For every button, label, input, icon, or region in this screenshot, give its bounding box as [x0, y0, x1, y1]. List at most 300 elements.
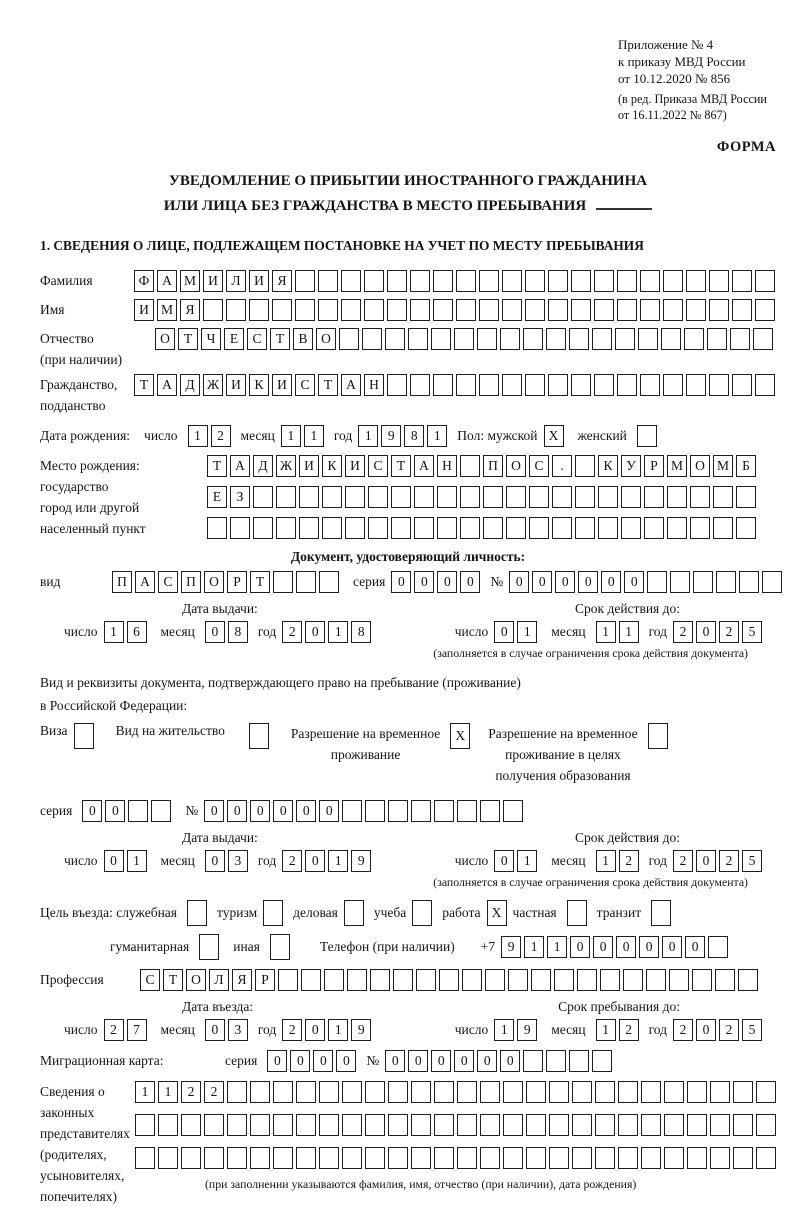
form-cell[interactable]: С [158, 571, 178, 593]
checkbox-cell[interactable] [270, 934, 290, 960]
form-cell[interactable] [296, 1147, 316, 1169]
purpose-tourism-checkbox[interactable] [263, 900, 283, 926]
id-series-cells[interactable] [391, 571, 480, 593]
form-cell[interactable] [249, 299, 269, 321]
form-cell[interactable]: Б [736, 455, 756, 477]
form-cell[interactable] [572, 1147, 592, 1169]
form-cell[interactable] [500, 328, 520, 350]
birth-month-cells[interactable] [281, 425, 324, 447]
form-cell[interactable] [387, 299, 407, 321]
form-cell[interactable] [594, 374, 614, 396]
form-cell[interactable] [732, 299, 752, 321]
visa-checkbox[interactable] [74, 723, 94, 749]
form-cell[interactable]: 0 [555, 571, 575, 593]
form-cell[interactable] [253, 517, 273, 539]
form-cell[interactable] [479, 374, 499, 396]
form-cell[interactable] [318, 270, 338, 292]
form-cell[interactable]: 0 [639, 936, 659, 958]
form-cell[interactable] [663, 374, 683, 396]
form-cell[interactable]: С [295, 374, 315, 396]
form-cell[interactable] [158, 1147, 178, 1169]
form-cell[interactable]: 0 [685, 936, 705, 958]
form-cell[interactable] [411, 800, 431, 822]
form-cell[interactable]: 1 [517, 621, 537, 643]
form-cell[interactable] [385, 328, 405, 350]
form-cell[interactable] [664, 1147, 684, 1169]
form-cell[interactable] [342, 1147, 362, 1169]
form-cell[interactable]: Л [226, 270, 246, 292]
form-cell[interactable] [411, 1081, 431, 1103]
id-issue-year-cells[interactable] [282, 621, 371, 643]
form-cell[interactable] [181, 1114, 201, 1136]
form-cell[interactable]: 1 [135, 1081, 155, 1103]
purpose-official-checkbox[interactable] [187, 900, 207, 926]
form-cell[interactable] [575, 517, 595, 539]
surname-cells[interactable] [134, 270, 775, 292]
form-cell[interactable] [529, 486, 549, 508]
form-cell[interactable] [686, 299, 706, 321]
form-cell[interactable] [638, 328, 658, 350]
form-cell[interactable] [715, 969, 735, 991]
form-cell[interactable] [756, 1147, 776, 1169]
form-cell[interactable] [640, 270, 660, 292]
form-cell[interactable] [546, 328, 566, 350]
form-cell[interactable] [502, 270, 522, 292]
form-cell[interactable] [414, 517, 434, 539]
form-cell[interactable] [618, 1114, 638, 1136]
form-cell[interactable]: 0 [336, 1050, 356, 1072]
form-cell[interactable]: 2 [181, 1081, 201, 1103]
form-cell[interactable]: О [155, 328, 175, 350]
form-cell[interactable] [663, 270, 683, 292]
birth-year-cells[interactable] [358, 425, 447, 447]
checkbox-cell[interactable] [199, 934, 219, 960]
form-cell[interactable] [736, 517, 756, 539]
form-cell[interactable]: 1 [517, 850, 537, 872]
form-cell[interactable]: 2 [719, 621, 739, 643]
form-cell[interactable] [434, 1114, 454, 1136]
id-valid-day-cells[interactable] [494, 621, 537, 643]
form-cell[interactable]: Д [253, 455, 273, 477]
form-cell[interactable] [617, 299, 637, 321]
form-cell[interactable] [414, 486, 434, 508]
form-cell[interactable]: 1 [619, 621, 639, 643]
form-cell[interactable]: 2 [204, 1081, 224, 1103]
form-cell[interactable]: Т [178, 328, 198, 350]
form-cell[interactable] [454, 328, 474, 350]
form-cell[interactable]: 1 [158, 1081, 178, 1103]
form-cell[interactable]: 1 [328, 850, 348, 872]
form-cell[interactable] [339, 328, 359, 350]
form-cell[interactable] [617, 374, 637, 396]
form-cell[interactable]: И [226, 374, 246, 396]
form-cell[interactable]: 0 [205, 850, 225, 872]
temp-residence-edu-checkbox[interactable] [648, 723, 668, 749]
form-cell[interactable]: 0 [593, 936, 613, 958]
form-cell[interactable] [661, 328, 681, 350]
form-cell[interactable] [552, 517, 572, 539]
form-cell[interactable] [480, 1147, 500, 1169]
form-cell[interactable]: 2 [282, 621, 302, 643]
form-cell[interactable] [641, 1114, 661, 1136]
form-cell[interactable]: Д [180, 374, 200, 396]
form-cell[interactable] [713, 486, 733, 508]
form-cell[interactable]: Р [255, 969, 275, 991]
form-cell[interactable]: 0 [319, 800, 339, 822]
form-cell[interactable]: 9 [517, 1019, 537, 1041]
form-cell[interactable] [276, 486, 296, 508]
id-issue-day-cells[interactable] [104, 621, 147, 643]
form-cell[interactable] [368, 486, 388, 508]
form-cell[interactable]: П [112, 571, 132, 593]
form-cell[interactable]: 9 [351, 850, 371, 872]
form-cell[interactable] [595, 1081, 615, 1103]
form-cell[interactable] [456, 299, 476, 321]
form-cell[interactable]: 3 [228, 1019, 248, 1041]
form-cell[interactable] [641, 1147, 661, 1169]
form-cell[interactable] [664, 1081, 684, 1103]
form-cell[interactable] [391, 517, 411, 539]
form-cell[interactable]: 0 [696, 1019, 716, 1041]
form-cell[interactable] [410, 270, 430, 292]
form-cell[interactable]: С [247, 328, 267, 350]
form-cell[interactable]: Л [209, 969, 229, 991]
form-cell[interactable] [755, 374, 775, 396]
form-cell[interactable] [572, 1081, 592, 1103]
form-cell[interactable]: С [140, 969, 160, 991]
form-cell[interactable] [365, 1081, 385, 1103]
form-cell[interactable]: 8 [404, 425, 424, 447]
form-cell[interactable]: 0 [414, 571, 434, 593]
form-cell[interactable]: К [598, 455, 618, 477]
form-cell[interactable] [370, 969, 390, 991]
sex-female-checkbox[interactable] [637, 425, 657, 447]
form-cell[interactable]: М [180, 270, 200, 292]
form-cell[interactable] [393, 969, 413, 991]
entry-day-cells[interactable] [104, 1019, 147, 1041]
form-cell[interactable]: 1 [596, 1019, 616, 1041]
form-cell[interactable]: 8 [228, 621, 248, 643]
form-cell[interactable] [615, 328, 635, 350]
form-cell[interactable]: А [157, 270, 177, 292]
form-cell[interactable] [755, 299, 775, 321]
form-cell[interactable] [753, 328, 773, 350]
form-cell[interactable]: 0 [494, 621, 514, 643]
form-cell[interactable] [716, 571, 736, 593]
form-cell[interactable] [592, 328, 612, 350]
form-cell[interactable] [710, 1147, 730, 1169]
form-cell[interactable]: 1 [547, 936, 567, 958]
checkbox-cell[interactable]: X [450, 723, 470, 749]
checkbox-cell[interactable] [344, 900, 364, 926]
form-cell[interactable]: 0 [296, 800, 316, 822]
form-cell[interactable]: 0 [696, 850, 716, 872]
right-issue-year-cells[interactable] [282, 850, 371, 872]
form-cell[interactable] [623, 969, 643, 991]
checkbox-cell[interactable] [637, 425, 657, 447]
id-number-cells[interactable] [509, 571, 782, 593]
form-cell[interactable] [549, 1147, 569, 1169]
checkbox-cell[interactable] [263, 900, 283, 926]
form-cell[interactable]: 2 [104, 1019, 124, 1041]
form-cell[interactable] [457, 800, 477, 822]
form-cell[interactable] [135, 1114, 155, 1136]
form-cell[interactable] [347, 969, 367, 991]
form-cell[interactable] [477, 328, 497, 350]
form-cell[interactable]: 2 [673, 1019, 693, 1041]
form-cell[interactable]: 0 [82, 800, 102, 822]
form-cell[interactable] [324, 969, 344, 991]
form-cell[interactable]: П [483, 455, 503, 477]
id-valid-month-cells[interactable] [596, 621, 639, 643]
form-cell[interactable]: 0 [509, 571, 529, 593]
form-cell[interactable]: 0 [385, 1050, 405, 1072]
form-cell[interactable]: О [506, 455, 526, 477]
form-cell[interactable] [480, 1114, 500, 1136]
form-cell[interactable]: 1 [596, 850, 616, 872]
form-cell[interactable] [600, 969, 620, 991]
form-cell[interactable]: 0 [578, 571, 598, 593]
form-cell[interactable] [457, 1114, 477, 1136]
form-cell[interactable]: И [272, 374, 292, 396]
form-cell[interactable] [181, 1147, 201, 1169]
form-cell[interactable]: 0 [460, 571, 480, 593]
form-cell[interactable] [733, 1147, 753, 1169]
entry-year-cells[interactable] [282, 1019, 371, 1041]
form-cell[interactable] [503, 1081, 523, 1103]
form-cell[interactable]: 0 [305, 850, 325, 872]
form-cell[interactable]: О [204, 571, 224, 593]
form-cell[interactable]: 0 [696, 621, 716, 643]
form-cell[interactable] [318, 299, 338, 321]
checkbox-cell[interactable]: X [544, 425, 564, 447]
form-cell[interactable]: Ч [201, 328, 221, 350]
form-cell[interactable] [276, 517, 296, 539]
form-cell[interactable]: 7 [127, 1019, 147, 1041]
right-issue-day-cells[interactable] [104, 850, 147, 872]
form-cell[interactable]: 1 [281, 425, 301, 447]
form-cell[interactable] [739, 571, 759, 593]
form-cell[interactable] [569, 328, 589, 350]
form-cell[interactable]: 0 [437, 571, 457, 593]
form-cell[interactable]: А [341, 374, 361, 396]
migration-card-series-cells[interactable] [267, 1050, 356, 1072]
patronymic-cells[interactable] [155, 328, 773, 350]
form-cell[interactable] [319, 571, 339, 593]
form-cell[interactable]: 1 [596, 621, 616, 643]
form-cell[interactable]: Н [437, 455, 457, 477]
form-cell[interactable] [301, 969, 321, 991]
form-cell[interactable] [595, 1114, 615, 1136]
form-cell[interactable]: М [157, 299, 177, 321]
form-cell[interactable] [273, 1081, 293, 1103]
form-cell[interactable] [503, 1114, 523, 1136]
form-cell[interactable]: И [203, 270, 223, 292]
form-cell[interactable] [686, 374, 706, 396]
form-cell[interactable] [456, 270, 476, 292]
form-cell[interactable] [548, 270, 568, 292]
form-cell[interactable] [621, 486, 641, 508]
form-cell[interactable] [250, 1081, 270, 1103]
form-cell[interactable] [480, 800, 500, 822]
form-cell[interactable] [686, 270, 706, 292]
id-issue-month-cells[interactable] [205, 621, 248, 643]
form-cell[interactable]: 0 [105, 800, 125, 822]
form-cell[interactable] [640, 374, 660, 396]
name-cells[interactable] [134, 299, 775, 321]
form-cell[interactable] [502, 299, 522, 321]
form-cell[interactable] [408, 328, 428, 350]
form-cell[interactable] [272, 299, 292, 321]
form-cell[interactable] [730, 328, 750, 350]
form-cell[interactable] [295, 299, 315, 321]
form-cell[interactable]: Т [134, 374, 154, 396]
form-cell[interactable] [460, 517, 480, 539]
form-cell[interactable]: Р [227, 571, 247, 593]
form-cell[interactable]: П [181, 571, 201, 593]
form-cell[interactable] [460, 455, 480, 477]
form-cell[interactable] [503, 1147, 523, 1169]
form-cell[interactable] [755, 270, 775, 292]
form-cell[interactable]: Т [250, 571, 270, 593]
form-cell[interactable] [434, 1081, 454, 1103]
form-cell[interactable] [684, 328, 704, 350]
form-cell[interactable] [531, 969, 551, 991]
form-cell[interactable]: 0 [204, 800, 224, 822]
doc-type-cells[interactable] [112, 571, 339, 593]
purpose-work-checkbox[interactable] [487, 900, 507, 926]
form-cell[interactable]: Н [364, 374, 384, 396]
form-cell[interactable] [341, 299, 361, 321]
form-cell[interactable]: 5 [742, 1019, 762, 1041]
form-cell[interactable] [250, 1147, 270, 1169]
form-cell[interactable]: О [690, 455, 710, 477]
form-cell[interactable] [439, 969, 459, 991]
id-valid-year-cells[interactable] [673, 621, 762, 643]
form-cell[interactable] [227, 1147, 247, 1169]
form-cell[interactable] [365, 1114, 385, 1136]
form-cell[interactable]: А [414, 455, 434, 477]
form-cell[interactable] [709, 270, 729, 292]
form-cell[interactable]: 9 [501, 936, 521, 958]
form-cell[interactable]: А [135, 571, 155, 593]
form-cell[interactable] [457, 1081, 477, 1103]
form-cell[interactable] [667, 517, 687, 539]
form-cell[interactable] [322, 517, 342, 539]
form-cell[interactable]: А [230, 455, 250, 477]
form-cell[interactable]: У [621, 455, 641, 477]
form-cell[interactable]: 2 [282, 850, 302, 872]
form-cell[interactable]: 9 [351, 1019, 371, 1041]
form-cell[interactable]: Р [644, 455, 664, 477]
form-cell[interactable] [483, 486, 503, 508]
form-cell[interactable] [460, 486, 480, 508]
right-doc-series-cells[interactable] [82, 800, 171, 822]
right-issue-month-cells[interactable] [205, 850, 248, 872]
form-cell[interactable] [687, 1147, 707, 1169]
purpose-transit-checkbox[interactable] [651, 900, 671, 926]
form-cell[interactable] [479, 270, 499, 292]
form-cell[interactable] [710, 1081, 730, 1103]
form-cell[interactable] [508, 969, 528, 991]
form-cell[interactable] [388, 800, 408, 822]
form-cell[interactable] [594, 299, 614, 321]
form-cell[interactable] [548, 374, 568, 396]
form-cell[interactable] [483, 517, 503, 539]
form-cell[interactable]: И [134, 299, 154, 321]
form-cell[interactable] [345, 517, 365, 539]
form-cell[interactable]: 0 [305, 1019, 325, 1041]
form-cell[interactable] [226, 299, 246, 321]
form-cell[interactable] [732, 374, 752, 396]
form-cell[interactable] [416, 969, 436, 991]
form-cell[interactable] [598, 486, 618, 508]
form-cell[interactable] [733, 1114, 753, 1136]
form-cell[interactable] [549, 1081, 569, 1103]
form-cell[interactable] [502, 374, 522, 396]
form-cell[interactable] [548, 299, 568, 321]
citizenship-cells[interactable] [134, 374, 775, 396]
form-cell[interactable] [546, 1050, 566, 1072]
form-cell[interactable]: 0 [313, 1050, 333, 1072]
form-cell[interactable] [572, 1114, 592, 1136]
residence-permit-checkbox[interactable] [249, 723, 269, 749]
form-cell[interactable] [663, 299, 683, 321]
form-cell[interactable] [595, 1147, 615, 1169]
form-cell[interactable]: К [249, 374, 269, 396]
form-cell[interactable] [569, 1050, 589, 1072]
form-cell[interactable] [664, 1114, 684, 1136]
form-cell[interactable]: 1 [127, 850, 147, 872]
form-cell[interactable] [554, 969, 574, 991]
form-cell[interactable] [456, 374, 476, 396]
form-cell[interactable] [278, 969, 298, 991]
form-cell[interactable]: 0 [431, 1050, 451, 1072]
form-cell[interactable]: 0 [624, 571, 644, 593]
form-cell[interactable] [618, 1081, 638, 1103]
form-cell[interactable] [598, 517, 618, 539]
form-cell[interactable] [646, 969, 666, 991]
form-cell[interactable] [411, 1114, 431, 1136]
form-cell[interactable]: 1 [188, 425, 208, 447]
checkbox-cell[interactable] [412, 900, 432, 926]
form-cell[interactable]: Т [391, 455, 411, 477]
form-cell[interactable] [479, 299, 499, 321]
form-cell[interactable] [669, 969, 689, 991]
form-cell[interactable] [571, 270, 591, 292]
form-cell[interactable] [151, 800, 171, 822]
form-cell[interactable] [549, 1114, 569, 1136]
form-cell[interactable] [506, 486, 526, 508]
form-cell[interactable]: 1 [328, 1019, 348, 1041]
temp-residence-checkbox[interactable] [450, 723, 470, 749]
form-cell[interactable]: Ж [203, 374, 223, 396]
form-cell[interactable]: . [552, 455, 572, 477]
form-cell[interactable] [434, 1147, 454, 1169]
form-cell[interactable]: 0 [454, 1050, 474, 1072]
right-valid-month-cells[interactable] [596, 850, 639, 872]
form-cell[interactable]: 1 [524, 936, 544, 958]
form-cell[interactable]: 2 [673, 850, 693, 872]
form-cell[interactable]: И [249, 270, 269, 292]
form-cell[interactable] [732, 270, 752, 292]
form-cell[interactable] [690, 517, 710, 539]
form-cell[interactable] [709, 299, 729, 321]
representatives-row3-cells[interactable] [135, 1147, 776, 1169]
form-cell[interactable]: О [186, 969, 206, 991]
form-cell[interactable]: 0 [532, 571, 552, 593]
form-cell[interactable]: 0 [290, 1050, 310, 1072]
